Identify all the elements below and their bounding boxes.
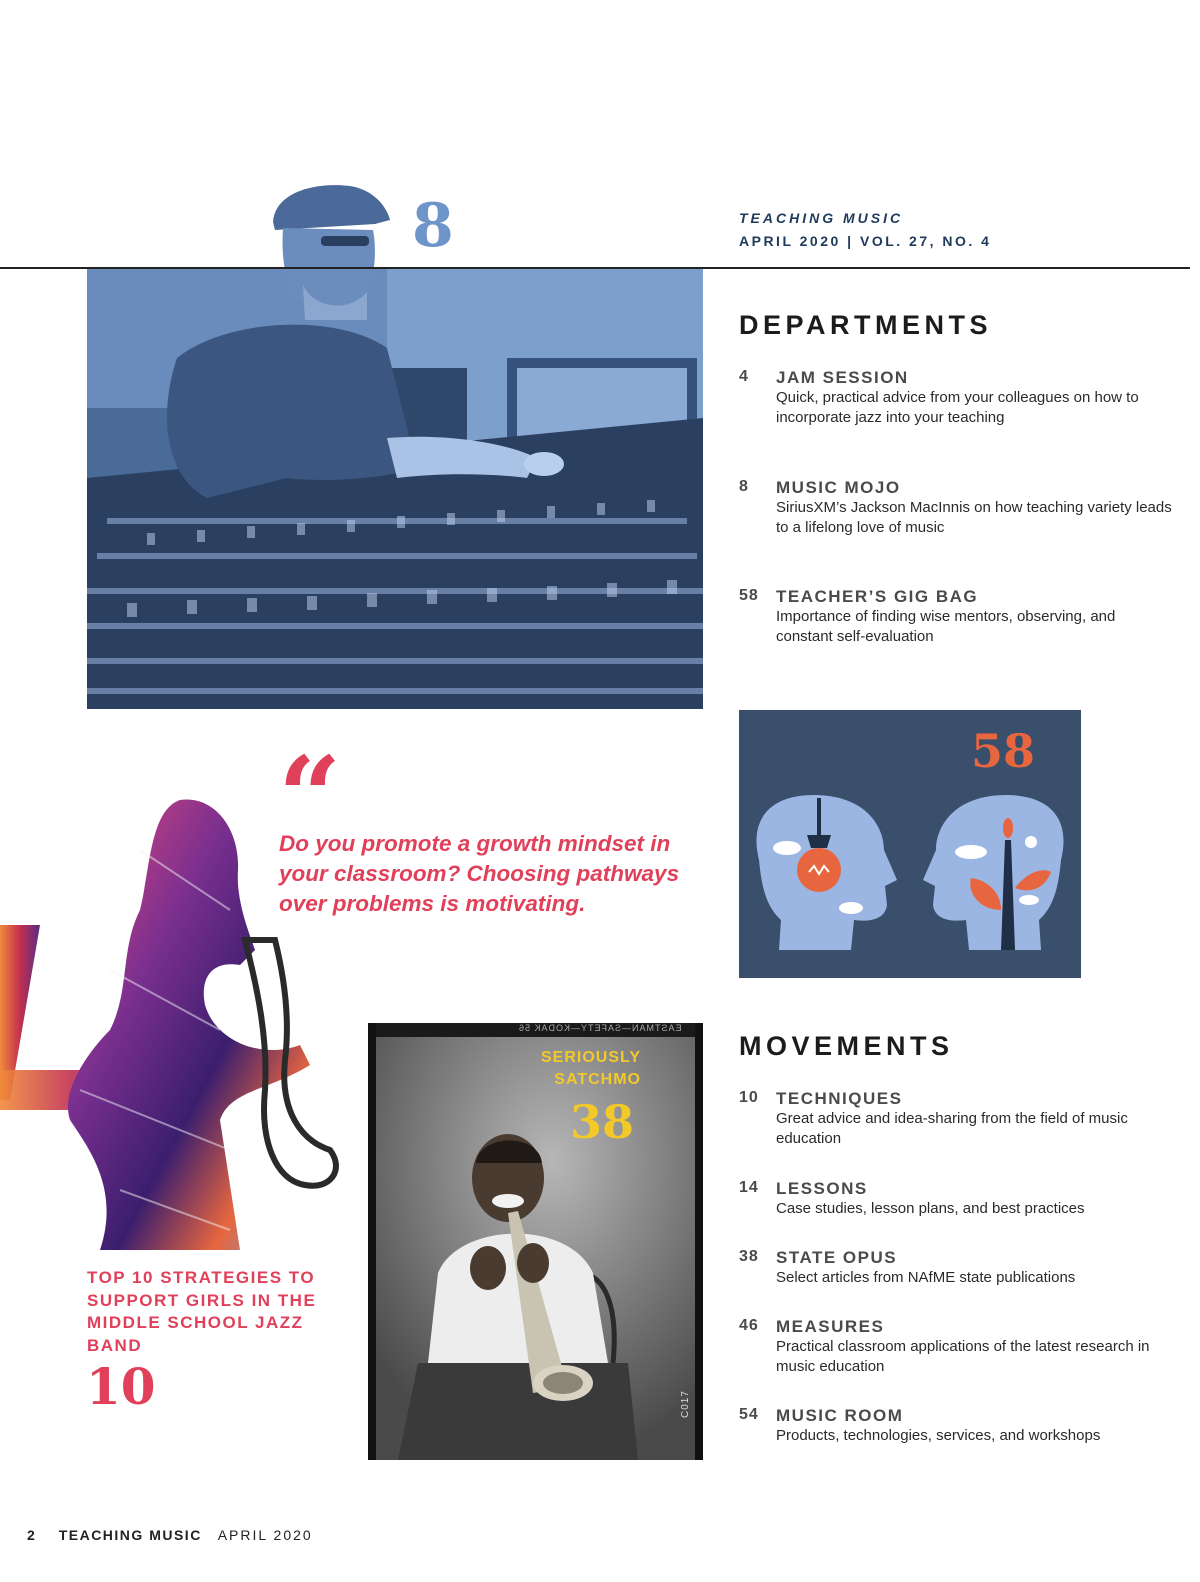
jazz-feature-title[interactable]: TOP 10 STRATEGIES TO SUPPORT GIRLS IN THE MIDDLE SCHOOL JAZZ BAND <box>87 1268 317 1355</box>
entry-page: 38 <box>739 1248 759 1265</box>
entry-title: JAM SESSION <box>776 368 909 387</box>
entry-description: Products, technologies, services, and workshops <box>776 1427 1101 1444</box>
page-footer <box>27 1527 313 1543</box>
entry-title: MUSIC ROOM <box>776 1406 904 1425</box>
entry-title: TECHNIQUES <box>776 1089 903 1108</box>
entry-title: LESSONS <box>776 1179 868 1198</box>
header-rule <box>0 267 1190 269</box>
entry-page: 4 <box>739 368 749 385</box>
entry-description: Case studies, lesson plans, and best practices <box>776 1200 1085 1217</box>
satchmo-feature-page: 38 <box>570 1095 635 1149</box>
issue-info: APRIL 2020 | VOL. 27, NO. 4 <box>739 233 992 249</box>
entry-page: 58 <box>739 587 759 604</box>
engineer-head-cutout <box>255 180 395 340</box>
pull-quote: Do you promote a growth mindset in your classroom? Choosing pathways over problems is motivating. <box>279 831 680 916</box>
entry-description: Select articles from NAfME state publications <box>776 1269 1076 1286</box>
entry-title: STATE OPUS <box>776 1248 898 1267</box>
entry-description: Importance of finding wise mentors, observing, and constant self-evaluation <box>776 608 1116 645</box>
entry-page: 10 <box>739 1089 759 1106</box>
jazz-feature-page: 10 <box>86 1357 156 1416</box>
satchmo-feature-title <box>541 1047 641 1091</box>
growth-mindset-illustration[interactable] <box>739 710 1081 978</box>
satchmo-photo[interactable] <box>368 1023 703 1460</box>
lightbulb-icon <box>797 848 841 892</box>
quote-mark-icon: “ <box>278 732 342 861</box>
illustration-page-number: 58 <box>970 724 1035 778</box>
entry-description: Practical classroom applications of the latest research in music education <box>776 1338 1150 1375</box>
entry-title: MEASURES <box>776 1317 885 1336</box>
footer-page-number: 2 <box>27 1527 35 1543</box>
entry-description: Great advice and idea-sharing from the field of music education <box>776 1110 1128 1147</box>
entry-page: 46 <box>739 1317 759 1334</box>
entry-title: MUSIC MOJO <box>776 478 901 497</box>
footer-date: APRIL 2020 <box>217 1527 313 1543</box>
satchmo-title-line1: SERIOUSLY <box>541 1049 641 1066</box>
footer-magazine-name: TEACHING MUSIC <box>58 1527 202 1543</box>
entry-page: 14 <box>739 1179 759 1196</box>
entry-page: 54 <box>739 1406 759 1423</box>
film-code: C017 <box>680 1390 691 1418</box>
entry-title: TEACHER’S GIG BAG <box>776 587 979 606</box>
entry-page: 8 <box>739 478 749 495</box>
entry-description: SiriusXM’s Jackson MacInnis on how teaching variety leads to a lifelong love of music <box>776 499 1172 536</box>
film-edge-text: EASTMAN—SAFETY—KODAK 56 <box>518 1023 682 1033</box>
saxophone-player-illustration[interactable] <box>0 790 360 1260</box>
movements-heading: MOVEMENTS <box>739 1031 954 1061</box>
departments-heading: DEPARTMENTS <box>739 310 993 340</box>
magazine-title: TEACHING MUSIC <box>739 210 904 226</box>
studio-engineer-photo[interactable] <box>87 268 703 709</box>
satchmo-title-line2: SATCHMO <box>554 1071 641 1088</box>
photo-page-number: 8 <box>412 191 454 261</box>
entry-description: Quick, practical advice from your colleagues on how to incorporate jazz into your teaching <box>776 389 1139 426</box>
